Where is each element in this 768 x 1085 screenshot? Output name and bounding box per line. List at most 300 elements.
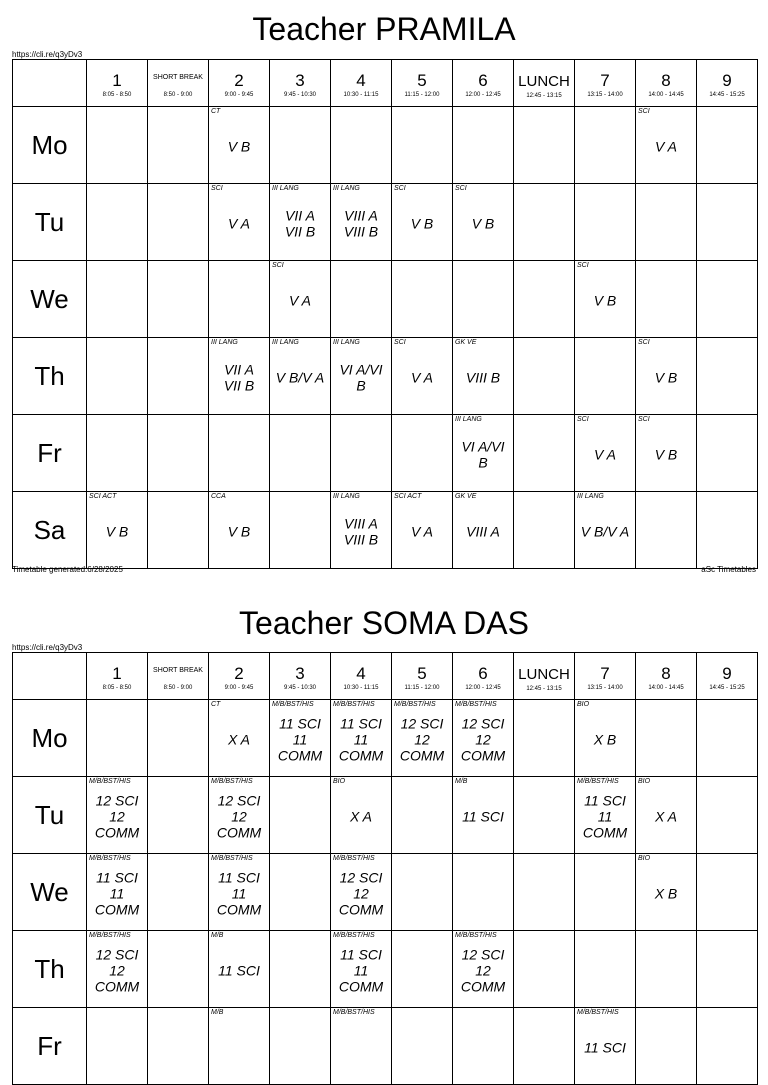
period-header: [331, 653, 392, 700]
day-row: [13, 1008, 758, 1085]
period-number: 2: [234, 664, 244, 683]
period-time: 14:45 - 15:25: [709, 92, 745, 98]
period-header: [209, 653, 270, 700]
lesson-cell: [453, 107, 514, 184]
period-number: 6: [478, 71, 488, 90]
lesson-cell: [514, 184, 575, 261]
class-label: X A: [349, 808, 373, 825]
subject-label: BIO: [577, 701, 590, 708]
subject-label: M/B/BST/HIS: [89, 778, 131, 785]
timetable-grid: [12, 59, 758, 569]
lesson-cell: [392, 261, 453, 338]
lesson-cell: [331, 854, 392, 931]
lesson-cell: [331, 1008, 392, 1085]
class-label: V A: [288, 292, 312, 309]
lesson-cell: [87, 261, 148, 338]
subject-label: M/B/BST/HIS: [394, 701, 436, 708]
day-label: Tu: [13, 777, 87, 854]
period-header: [636, 60, 697, 107]
timetable-url[interactable]: https://cli.re/q3yDv3: [12, 643, 83, 652]
period-header: [575, 653, 636, 700]
lesson-cell: [270, 107, 331, 184]
class-label: V B: [654, 446, 678, 463]
lesson-cell: [392, 700, 453, 777]
day-row: [13, 931, 758, 1008]
lesson-cell: [331, 338, 392, 415]
lesson-cell: [697, 492, 758, 569]
lesson-cell: [575, 492, 636, 569]
class-label: 11 SCI 11 COMM: [94, 869, 140, 918]
period-number: 4: [356, 664, 366, 683]
lesson-cell: [697, 931, 758, 1008]
period-header: [392, 60, 453, 107]
period-header: [270, 60, 331, 107]
corner-cell: [13, 60, 87, 107]
period-time: 11:15 - 12:00: [404, 685, 440, 691]
subject-label: SCI: [455, 185, 467, 192]
period-time: 10:30 - 11:15: [343, 92, 379, 98]
class-label: VIII A: [466, 523, 500, 540]
lesson-cell: [514, 931, 575, 1008]
lesson-cell: [453, 492, 514, 569]
class-label: 12 SCI 12 COMM: [460, 715, 506, 764]
lesson-cell: [209, 854, 270, 931]
period-number: 3: [295, 664, 305, 683]
day-label: Th: [13, 931, 87, 1008]
lesson-cell: [209, 261, 270, 338]
subject-label: M/B/BST/HIS: [211, 778, 253, 785]
class-label: VIII A VIII B: [343, 515, 379, 548]
lesson-cell: [87, 415, 148, 492]
period-time: 13:15 - 14:00: [587, 92, 623, 98]
lesson-cell: [575, 261, 636, 338]
class-label: V A: [410, 523, 434, 540]
period-time: 8:05 - 8:50: [102, 685, 132, 691]
lesson-cell: [87, 492, 148, 569]
class-label: X B: [654, 885, 678, 902]
lesson-cell: [575, 777, 636, 854]
period-number: 4: [356, 71, 366, 90]
day-label: Mo: [13, 700, 87, 777]
lesson-cell: [514, 854, 575, 931]
lesson-cell: [514, 700, 575, 777]
period-time: 8:50 - 9:00: [163, 92, 193, 98]
lesson-cell: [636, 1008, 697, 1085]
class-label: VIII B: [465, 369, 501, 386]
lesson-cell: [209, 338, 270, 415]
lesson-cell: [209, 777, 270, 854]
lesson-cell: [270, 700, 331, 777]
lesson-cell: [148, 338, 209, 415]
period-time: 11:15 - 12:00: [404, 92, 440, 98]
period-number: 8: [661, 71, 671, 90]
day-label: Sa: [13, 492, 87, 569]
lesson-cell: [392, 1008, 453, 1085]
lesson-cell: [392, 777, 453, 854]
subject-label: M/B/BST/HIS: [577, 1009, 619, 1016]
lesson-cell: [331, 931, 392, 1008]
lesson-cell: [209, 107, 270, 184]
lesson-cell: [148, 931, 209, 1008]
subject-label: M/B/BST/HIS: [333, 855, 375, 862]
lesson-cell: [636, 338, 697, 415]
lesson-cell: [697, 261, 758, 338]
lesson-cell: [148, 700, 209, 777]
lesson-cell: [453, 184, 514, 261]
period-number: 7: [600, 71, 610, 90]
subject-label: M/B/BST/HIS: [333, 701, 375, 708]
period-header: [636, 653, 697, 700]
class-label: V A: [654, 138, 678, 155]
period-header: [270, 653, 331, 700]
lesson-cell: [148, 107, 209, 184]
lesson-cell: [209, 184, 270, 261]
period-header: [331, 60, 392, 107]
subject-label: M/B/BST/HIS: [455, 701, 497, 708]
period-header: [148, 653, 209, 700]
subject-label: SCI: [272, 262, 284, 269]
lesson-cell: [575, 107, 636, 184]
generated-date: Timetable generated:6/28/2025: [12, 565, 123, 574]
day-row: [13, 854, 758, 931]
class-label: V B: [593, 292, 617, 309]
period-header: [697, 653, 758, 700]
subject-label: M/B/BST/HIS: [333, 932, 375, 939]
lesson-cell: [514, 1008, 575, 1085]
subject-label: M/B/BST/HIS: [211, 855, 253, 862]
lesson-cell: [209, 492, 270, 569]
subject-label: SCI: [211, 185, 223, 192]
lesson-cell: [514, 415, 575, 492]
lesson-cell: [697, 854, 758, 931]
day-label: Th: [13, 338, 87, 415]
subject-label: SCI: [577, 416, 589, 423]
subject-label: GK VE: [455, 339, 477, 346]
class-label: V B/V A: [580, 523, 630, 540]
subject-label: III LANG: [211, 339, 238, 346]
lesson-cell: [392, 338, 453, 415]
class-label: 11 SCI 11 COMM: [582, 792, 628, 841]
lesson-cell: [636, 107, 697, 184]
period-time: 14:45 - 15:25: [709, 685, 745, 691]
lesson-cell: [636, 777, 697, 854]
day-row: [13, 184, 758, 261]
lesson-cell: [453, 854, 514, 931]
lesson-cell: [636, 931, 697, 1008]
subject-label: CT: [211, 701, 221, 708]
lesson-cell: [270, 492, 331, 569]
class-label: VI A/VI B: [461, 438, 505, 471]
subject-label: M/B/BST/HIS: [577, 778, 619, 785]
lesson-cell: [209, 700, 270, 777]
lesson-cell: [575, 184, 636, 261]
class-label: V B: [227, 138, 251, 155]
lesson-cell: [87, 184, 148, 261]
lesson-cell: [270, 777, 331, 854]
lesson-cell: [331, 700, 392, 777]
subject-label: BIO: [638, 855, 651, 862]
lesson-cell: [209, 1008, 270, 1085]
period-time: 12:00 - 12:45: [465, 685, 501, 691]
subject-label: SCI: [638, 339, 650, 346]
subject-label: M/B/BST/HIS: [455, 932, 497, 939]
subject-label: CCA: [211, 493, 226, 500]
subject-label: III LANG: [333, 185, 360, 192]
class-label: 11 SCI 11 COMM: [216, 869, 262, 918]
lesson-cell: [209, 415, 270, 492]
period-header: [453, 653, 514, 700]
lesson-cell: [392, 931, 453, 1008]
day-label: Fr: [13, 1008, 87, 1085]
lesson-cell: [514, 492, 575, 569]
lesson-cell: [270, 931, 331, 1008]
period-time: 13:15 - 14:00: [587, 685, 623, 691]
class-label: V A: [410, 369, 434, 386]
subject-label: SCI: [394, 339, 406, 346]
lesson-cell: [636, 184, 697, 261]
period-number: 7: [600, 664, 610, 683]
subject-label: SCI: [394, 185, 406, 192]
period-number: 8: [661, 664, 671, 683]
lesson-cell: [331, 492, 392, 569]
lesson-cell: [270, 338, 331, 415]
subject-label: M/B: [211, 932, 224, 939]
period-header: [514, 60, 575, 107]
lesson-cell: [392, 492, 453, 569]
day-row: [13, 415, 758, 492]
lesson-cell: [636, 700, 697, 777]
lesson-cell: [453, 1008, 514, 1085]
subject-label: SCI: [638, 108, 650, 115]
class-label: X A: [227, 731, 251, 748]
period-number: 9: [722, 664, 732, 683]
class-label: V B: [105, 523, 129, 540]
subject-label: M/B/BST/HIS: [272, 701, 314, 708]
day-row: [13, 492, 758, 569]
lesson-cell: [87, 700, 148, 777]
lesson-cell: [697, 184, 758, 261]
period-number: 5: [417, 664, 427, 683]
subject-label: M/B: [455, 778, 468, 785]
lesson-cell: [148, 777, 209, 854]
period-name: SHORT BREAK: [153, 667, 203, 674]
class-label: V B: [654, 369, 678, 386]
class-label: V B: [471, 215, 495, 232]
subject-label: SCI: [638, 416, 650, 423]
period-time: 9:45 - 10:30: [283, 685, 317, 691]
class-label: V A: [227, 215, 251, 232]
period-time: 8:50 - 9:00: [163, 685, 193, 691]
period-header: [87, 60, 148, 107]
class-label: 12 SCI 12 COMM: [399, 715, 445, 764]
period-time: 9:45 - 10:30: [283, 92, 317, 98]
class-label: 12 SCI 12 COMM: [216, 792, 262, 841]
day-row: [13, 777, 758, 854]
period-header: [392, 653, 453, 700]
period-number: 6: [478, 664, 488, 683]
lesson-cell: [87, 1008, 148, 1085]
lesson-cell: [453, 700, 514, 777]
subject-label: III LANG: [455, 416, 482, 423]
lesson-cell: [148, 184, 209, 261]
period-name: LUNCH: [518, 73, 570, 90]
period-header: [697, 60, 758, 107]
class-label: 12 SCI 12 COMM: [94, 946, 140, 995]
subject-label: BIO: [638, 778, 651, 785]
class-label: 11 SCI: [218, 962, 260, 979]
lesson-cell: [87, 931, 148, 1008]
lesson-cell: [453, 415, 514, 492]
lesson-cell: [514, 107, 575, 184]
subject-label: M/B/BST/HIS: [89, 932, 131, 939]
lesson-cell: [392, 184, 453, 261]
subject-label: M/B: [211, 1009, 224, 1016]
subject-label: III LANG: [272, 185, 299, 192]
subject-label: III LANG: [333, 339, 360, 346]
class-label: 12 SCI 12 COMM: [94, 792, 140, 841]
timetable-title: Teacher SOMA DAS: [239, 605, 529, 641]
lesson-cell: [697, 777, 758, 854]
day-label: Fr: [13, 415, 87, 492]
lesson-cell: [636, 261, 697, 338]
day-row: [13, 107, 758, 184]
period-number: 5: [417, 71, 427, 90]
period-time: 14:00 - 14:45: [648, 685, 684, 691]
lesson-cell: [87, 338, 148, 415]
subject-label: III LANG: [333, 493, 360, 500]
period-name: LUNCH: [518, 666, 570, 683]
lesson-cell: [697, 415, 758, 492]
lesson-cell: [514, 777, 575, 854]
lesson-cell: [87, 777, 148, 854]
class-label: V B/V A: [275, 369, 325, 386]
period-time: 12:45 - 13:15: [526, 93, 562, 99]
class-label: V B: [227, 523, 251, 540]
period-time: 9:00 - 9:45: [224, 685, 254, 691]
period-time: 10:30 - 11:15: [343, 685, 379, 691]
subject-label: SCI ACT: [89, 493, 117, 500]
period-time: 14:00 - 14:45: [648, 92, 684, 98]
lesson-cell: [514, 338, 575, 415]
lesson-cell: [514, 261, 575, 338]
lesson-cell: [270, 415, 331, 492]
lesson-cell: [453, 931, 514, 1008]
lesson-cell: [392, 415, 453, 492]
day-row: [13, 700, 758, 777]
timetable-title: Teacher PRAMILA: [252, 11, 516, 47]
day-row: [13, 261, 758, 338]
lesson-cell: [697, 700, 758, 777]
period-header: [148, 60, 209, 107]
class-label: V A: [593, 446, 617, 463]
lesson-cell: [148, 854, 209, 931]
class-label: VII A VII B: [284, 207, 316, 240]
class-label: VIII A VIII B: [343, 207, 379, 240]
class-label: X B: [593, 731, 617, 748]
class-label: V B: [410, 215, 434, 232]
day-label: Mo: [13, 107, 87, 184]
timetable-url[interactable]: https://cli.re/q3yDv3: [12, 50, 83, 59]
period-name: SHORT BREAK: [153, 74, 203, 81]
lesson-cell: [148, 492, 209, 569]
period-time: 9:00 - 9:45: [224, 92, 254, 98]
lesson-cell: [148, 261, 209, 338]
generator-credit: aSc Timetables: [701, 565, 756, 574]
lesson-cell: [331, 777, 392, 854]
period-time: 12:45 - 13:15: [526, 686, 562, 692]
class-label: 12 SCI 12 COMM: [460, 946, 506, 995]
period-header: [209, 60, 270, 107]
lesson-cell: [270, 184, 331, 261]
day-label: We: [13, 854, 87, 931]
period-number: 3: [295, 71, 305, 90]
subject-label: BIO: [333, 778, 346, 785]
lesson-cell: [575, 700, 636, 777]
lesson-cell: [270, 1008, 331, 1085]
period-number: 1: [112, 71, 122, 90]
lesson-cell: [148, 415, 209, 492]
lesson-cell: [331, 184, 392, 261]
class-label: 11 SCI: [584, 1039, 626, 1056]
lesson-cell: [575, 1008, 636, 1085]
lesson-cell: [575, 854, 636, 931]
lesson-cell: [270, 261, 331, 338]
period-header: [575, 60, 636, 107]
lesson-cell: [697, 1008, 758, 1085]
lesson-cell: [575, 338, 636, 415]
class-label: 11 SCI: [462, 808, 504, 825]
subject-label: M/B/BST/HIS: [89, 855, 131, 862]
lesson-cell: [87, 854, 148, 931]
lesson-cell: [209, 931, 270, 1008]
subject-label: CT: [211, 108, 221, 115]
subject-label: GK VE: [455, 493, 477, 500]
period-header: [514, 653, 575, 700]
class-label: 11 SCI 11 COMM: [277, 715, 323, 764]
period-number: 2: [234, 71, 244, 90]
lesson-cell: [697, 107, 758, 184]
day-label: Tu: [13, 184, 87, 261]
lesson-cell: [636, 492, 697, 569]
lesson-cell: [392, 854, 453, 931]
lesson-cell: [697, 338, 758, 415]
subject-label: III LANG: [272, 339, 299, 346]
lesson-cell: [392, 107, 453, 184]
lesson-cell: [331, 415, 392, 492]
day-label: We: [13, 261, 87, 338]
subject-label: SCI: [577, 262, 589, 269]
subject-label: III LANG: [577, 493, 604, 500]
class-label: VI A/VI B: [339, 361, 383, 394]
corner-cell: [13, 653, 87, 700]
lesson-cell: [453, 261, 514, 338]
subject-label: SCI ACT: [394, 493, 422, 500]
lesson-cell: [636, 415, 697, 492]
period-time: 12:00 - 12:45: [465, 92, 501, 98]
class-label: 12 SCI 12 COMM: [338, 869, 384, 918]
lesson-cell: [575, 415, 636, 492]
lesson-cell: [453, 777, 514, 854]
timetable-grid: [12, 652, 758, 1085]
class-label: 11 SCI 11 COMM: [338, 946, 384, 995]
day-row: [13, 338, 758, 415]
period-time: 8:05 - 8:50: [102, 92, 132, 98]
lesson-cell: [331, 107, 392, 184]
lesson-cell: [575, 931, 636, 1008]
lesson-cell: [87, 107, 148, 184]
period-header: [87, 653, 148, 700]
period-header: [453, 60, 514, 107]
